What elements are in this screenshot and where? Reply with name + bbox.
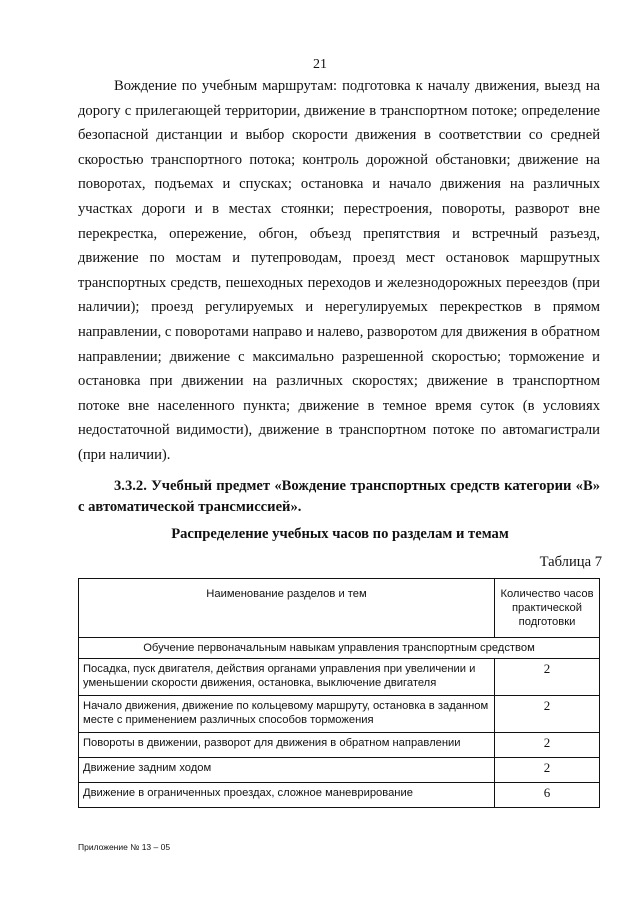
row-name: Посадка, пуск двигателя, действия органами управления при увеличении и уменьшении скорости движения, остановка, выключение двигателя (79, 659, 495, 696)
row-hours: 2 (495, 696, 600, 733)
hours-table (78, 578, 600, 808)
row-hours: 2 (495, 758, 600, 783)
table-group-row (79, 638, 600, 659)
header-name: Наименование разделов и тем (79, 579, 495, 638)
table-heading: Распределение учебных часов по разделам и темам (171, 526, 509, 542)
row-name: Движение задним ходом (79, 758, 495, 783)
table-header-row (79, 579, 600, 638)
footer-annex-label: Приложение № 13 – 05 (78, 842, 171, 852)
subsection-heading: 3.3.2. Учебный предмет «Вождение транспортных средств категории «В» с автоматической трансмиссией». (78, 478, 600, 515)
group-title: Обучение первоначальным навыкам управления транспортным средством (79, 638, 600, 659)
header-hours: Количество часов практической подготовки (495, 579, 600, 638)
row-name: Движение в ограниченных проездах, сложное маневрирование (79, 783, 495, 808)
table-row (79, 733, 600, 758)
table-row (79, 659, 600, 696)
row-name: Начало движения, движение по кольцевому маршруту, остановка в заданном месте с применением различных способов торможения (79, 696, 495, 733)
row-hours: 6 (495, 783, 600, 808)
table-row (79, 758, 600, 783)
row-hours: 2 (495, 659, 600, 696)
table-row (79, 696, 600, 733)
table-label: Таблица 7 (539, 554, 602, 570)
page-number: 21 (313, 57, 327, 72)
table-row (79, 783, 600, 808)
row-hours: 2 (495, 733, 600, 758)
body-paragraph: Вождение по учебным маршрутам: подготовка к началу движения, выезд на дорогу с прилегающей территории, движение в транспортном потоке; определение безопасной дистанции и выбор скорости движения в соответствии со средней скоростью транспортного потока; контроль дорожной обстановки; движение на поворотах, подъемах и спусках; остановка и начало движения на различных участках дороги и в местах стоянки; перестроения, повороты, разворот вне перекрестка, опережение, обгон, объезд препятствия и встречный разъезд, движение по мостам и путепроводам, проезд мест остановок маршрутных транспортных средств, пешеходных переходов и железнодорожных переездов (при наличии); проезд регулируемых и нерегулируемых перекрестков в прямом направлении, с поворотами направо и налево, разворотом для движения в обратном направлении; движение с максимально разрешенной скоростью; торможение и остановка при движении на различных скоростях; движение в транспортном потоке вне населенного пункта; движение в темное время суток (в условиях недостаточной видимости), движение в транспортном потоке по автомагистрали (при наличии). (78, 78, 600, 463)
row-name: Повороты в движении, разворот для движения в обратном направлении (79, 733, 495, 758)
